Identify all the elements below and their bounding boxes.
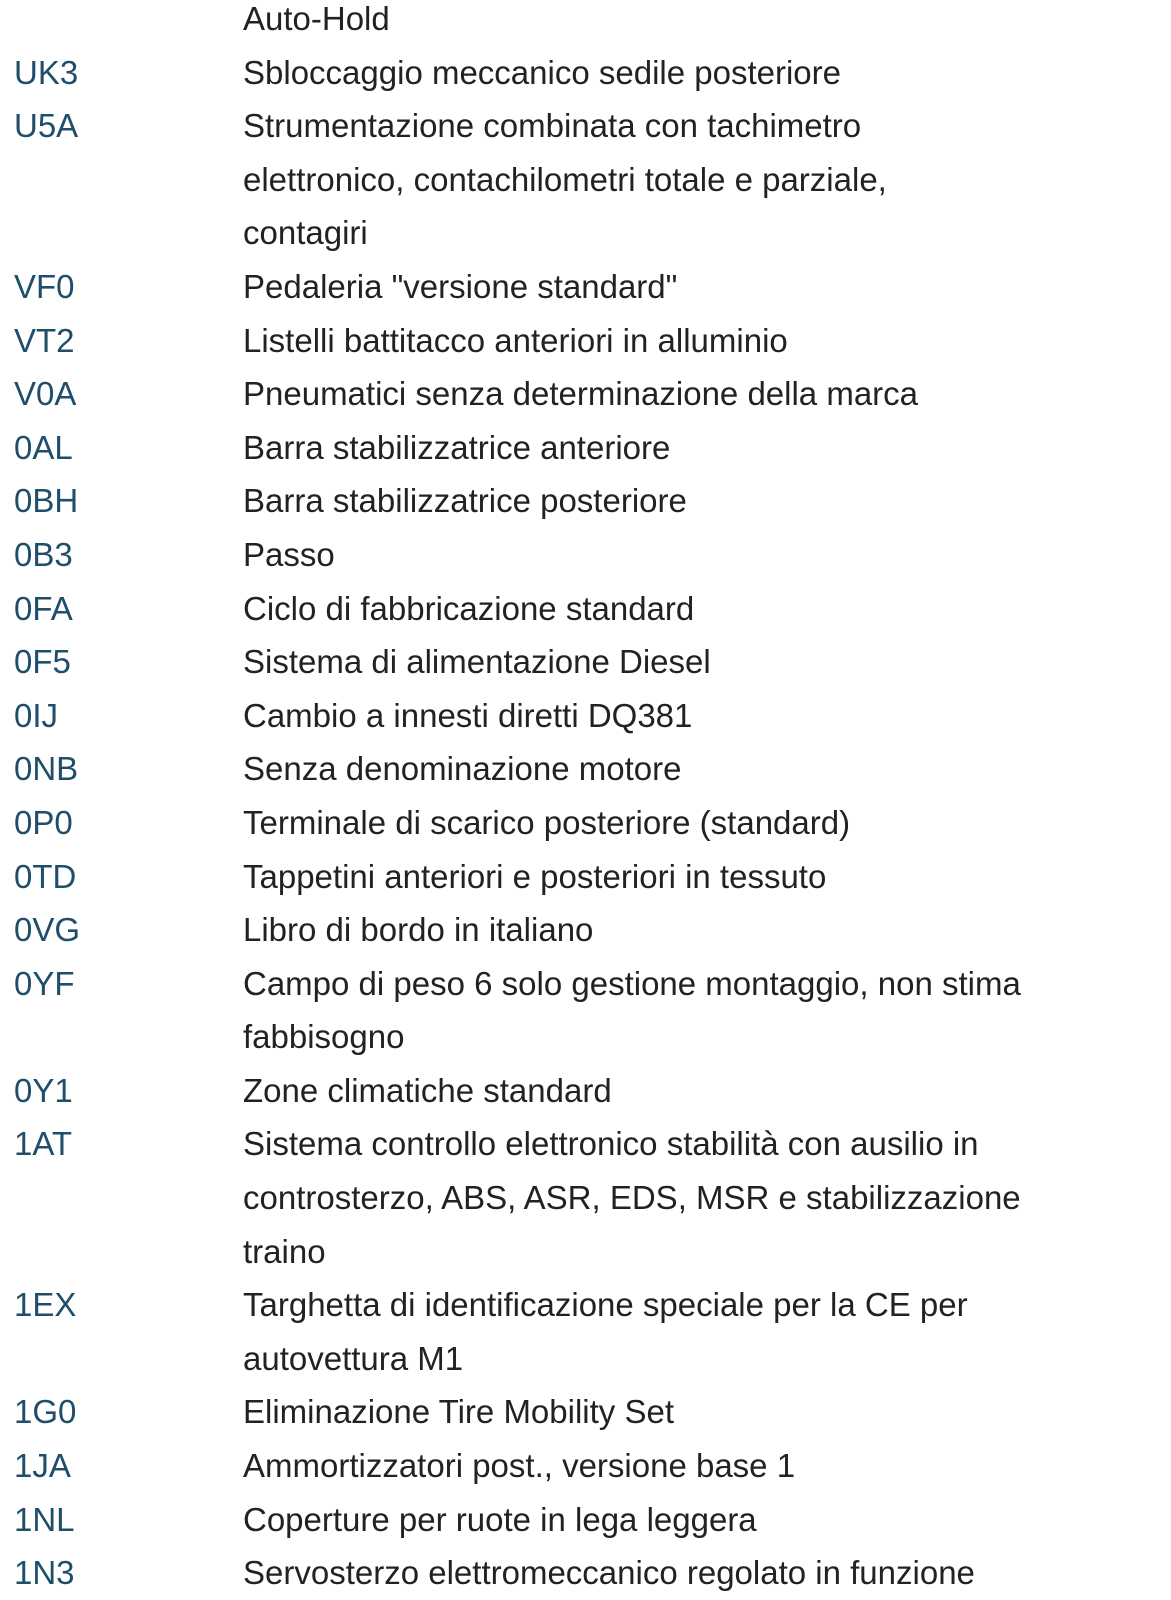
equipment-row (0, 1385, 1171, 1439)
option-code: 1NL (14, 1500, 75, 1538)
description-line: contagiri (243, 214, 368, 252)
option-code: 0BH (14, 482, 79, 520)
description-line: autovettura M1 (243, 1339, 464, 1377)
option-description (243, 689, 1171, 743)
description-line: Passo (243, 535, 335, 573)
description-line: controsterzo, ABS, ASR, EDS, MSR e stabilizzazione (243, 1179, 1021, 1217)
description-line: elettronico, contachilometri totale e parziale, (243, 160, 887, 198)
option-code: 0VG (14, 911, 81, 949)
description-line: Pneumatici senza determinazione della marca (243, 375, 919, 413)
option-description (243, 903, 1171, 957)
option-description (243, 1439, 1171, 1493)
option-description (243, 635, 1171, 689)
equipment-row (0, 689, 1171, 743)
option-code: 0NB (14, 750, 79, 788)
description-line: Tappetini anteriori e posteriori in tessuto (243, 857, 827, 895)
option-description (243, 1064, 1171, 1118)
description-line: Sistema controllo elettronico stabilità con ausilio in (243, 1125, 979, 1163)
option-description (243, 0, 1171, 46)
equipment-row (0, 850, 1171, 904)
description-line: Eliminazione Tire Mobility Set (243, 1393, 674, 1431)
equipment-row (0, 0, 1171, 46)
option-code: 1JA (14, 1447, 71, 1485)
description-line: Strumentazione combinata con tachimetro (243, 107, 862, 145)
description-line: Ammortizzatori post., versione base 1 (243, 1447, 796, 1485)
option-code: 0YF (14, 964, 75, 1002)
option-description (243, 1278, 1171, 1385)
option-description (243, 1385, 1171, 1439)
equipment-row (0, 1439, 1171, 1493)
option-description (243, 46, 1171, 100)
option-description (243, 582, 1171, 636)
equipment-row (0, 903, 1171, 957)
description-line: Sbloccaggio meccanico sedile posteriore (243, 53, 841, 91)
option-code: 0AL (14, 428, 73, 466)
description-line: Libro di bordo in italiano (243, 911, 594, 949)
option-description (243, 421, 1171, 475)
option-code: 0TD (14, 857, 77, 895)
option-code: V0A (14, 375, 77, 413)
equipment-row (0, 957, 1171, 1064)
description-line: Sistema di alimentazione Diesel (243, 643, 711, 681)
description-line: Barra stabilizzatrice posteriore (243, 482, 687, 520)
equipment-row (0, 474, 1171, 528)
option-description (243, 1117, 1171, 1278)
option-code: U5A (14, 107, 79, 145)
option-code: UK3 (14, 53, 79, 91)
description-line: Coperture per ruote in lega leggera (243, 1500, 757, 1538)
equipment-row (0, 1117, 1171, 1278)
equipment-row (0, 742, 1171, 796)
equipment-row (0, 796, 1171, 850)
equipment-row (0, 635, 1171, 689)
description-line: Senza denominazione motore (243, 750, 682, 788)
option-code: 1EX (14, 1286, 77, 1324)
option-description (243, 367, 1171, 421)
option-description (243, 957, 1171, 1064)
option-description (243, 474, 1171, 528)
description-line: Barra stabilizzatrice anteriore (243, 428, 671, 466)
option-description (243, 1493, 1171, 1547)
option-code: 0FA (14, 589, 73, 627)
option-code: 0P0 (14, 803, 73, 841)
option-code: 0IJ (14, 696, 59, 734)
equipment-row (0, 99, 1171, 260)
option-description (243, 796, 1171, 850)
description-line: fabbisogno (243, 1018, 405, 1056)
equipment-row (0, 46, 1171, 100)
description-line: Pedaleria "versione standard" (243, 267, 678, 305)
option-code: 0B3 (14, 535, 73, 573)
option-description (243, 314, 1171, 368)
description-line: Campo di peso 6 solo gestione montaggio, non stima (243, 964, 1021, 1002)
equipment-row (0, 314, 1171, 368)
equipment-row (0, 528, 1171, 582)
equipment-row (0, 1546, 1171, 1600)
description-line: Cambio a innesti diretti DQ381 (243, 696, 693, 734)
description-line: Ciclo di fabbricazione standard (243, 589, 695, 627)
option-code: VF0 (14, 267, 75, 305)
equipment-row (0, 1493, 1171, 1547)
option-description (243, 99, 1171, 260)
equipment-row (0, 1278, 1171, 1385)
equipment-row (0, 421, 1171, 475)
option-code: 1N3 (14, 1554, 75, 1592)
description-line: Terminale di scarico posteriore (standard) (243, 803, 851, 841)
option-description (243, 850, 1171, 904)
option-description (243, 260, 1171, 314)
equipment-row (0, 367, 1171, 421)
equipment-row (0, 260, 1171, 314)
option-code: 0Y1 (14, 1071, 73, 1109)
description-line: Zone climatiche standard (243, 1071, 612, 1109)
description-line: traino (243, 1232, 326, 1270)
option-code: VT2 (14, 321, 75, 359)
option-description (243, 1546, 1171, 1600)
description-line: Servosterzo elettromeccanico regolato in funzione (243, 1554, 975, 1592)
description-line: Auto-Hold (243, 0, 390, 37)
option-code: 1AT (14, 1125, 73, 1163)
equipment-row (0, 1064, 1171, 1118)
equipment-row (0, 582, 1171, 636)
option-description (243, 742, 1171, 796)
option-code: 0F5 (14, 643, 71, 681)
option-description (243, 528, 1171, 582)
option-code: 1G0 (14, 1393, 77, 1431)
description-line: Targhetta di identificazione speciale per la CE per (243, 1286, 968, 1324)
description-line: Listelli battitacco anteriori in alluminio (243, 321, 788, 359)
